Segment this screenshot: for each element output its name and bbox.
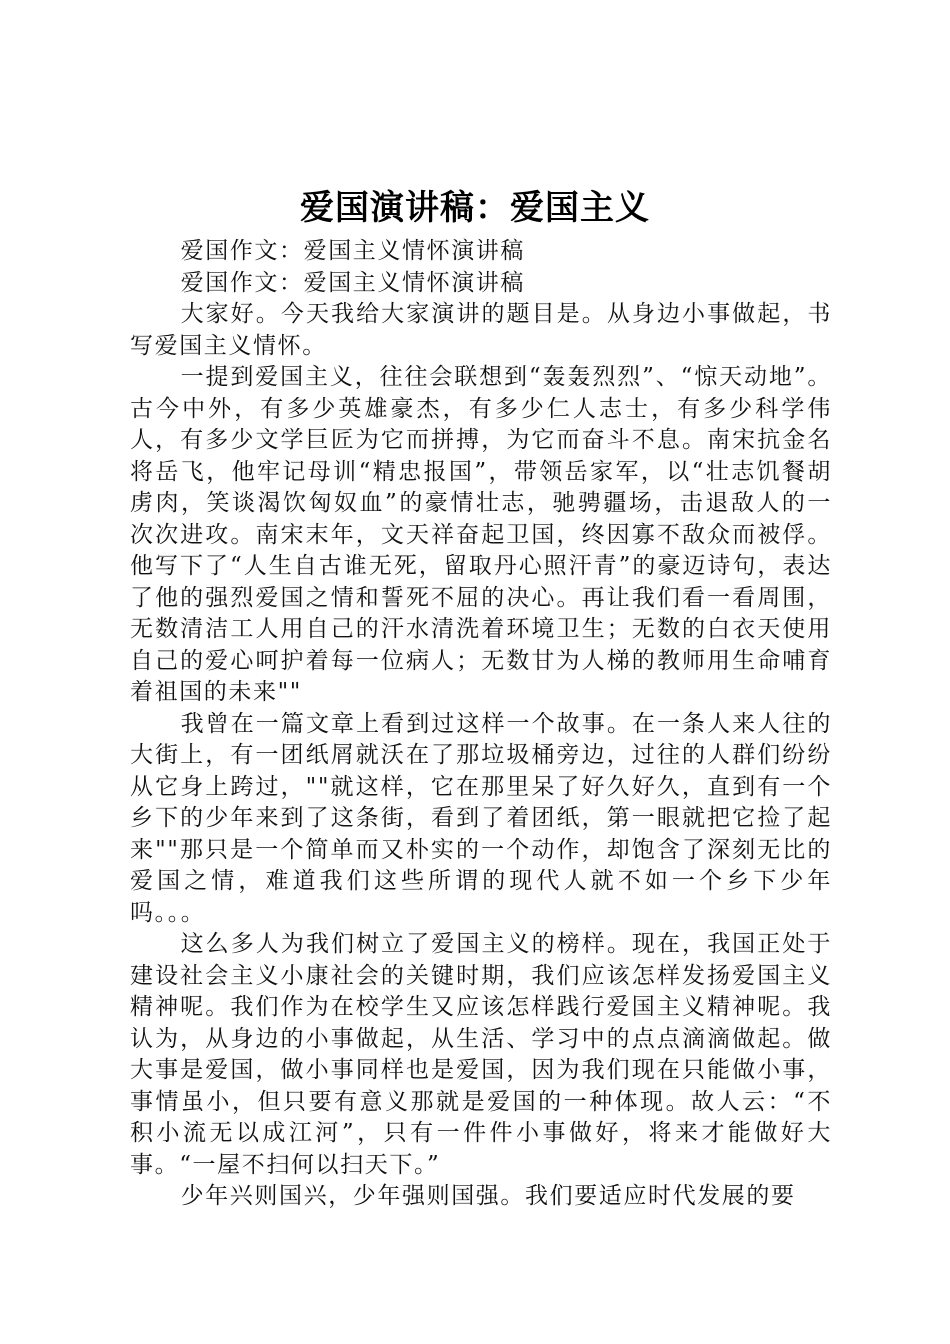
paragraph-2: 爱国作文：爱国主义情怀演讲稿	[180, 269, 525, 296]
paragraph-4: 一提到爱国主义，往往会联想到“轰轰烈烈”、“惊天动地”。古今中外，有多少英雄豪杰，有多少仁人志士，有多少科学伟人，有多少文学巨匠为它而拼搏，为它而奋斗不息。南宋抗金名将岳飞，他牢记母训“精忠报国”，带领岳家军，以“壮志饥餐胡虏肉，笑谈渴饮匈奴血”的豪情壮志，驰骋疆场，击退敌人的一次次进攻。南宋末年，文天祥奋起卫国，终因寡不敌众而被俘。他写下了“人生自古谁无死，留取丹心照汗青”的豪迈诗句，表达了他的强烈爱国之情和誓死不屈的决心。再让我们看一看周围，无数清洁工人用自己的汗水清洗着环境卫生；无数的白衣天使用自己的爱心呵护着每一位病人；无数甘为人梯的教师用生命哺育着祖国的未来""	[130, 364, 832, 705]
paragraph-5: 我曾在一篇文章上看到过这样一个故事。在一条人来人往的大街上，有一团纸屑就沃在了那垃圾桶旁边，过往的人群们纷纷从它身上跨过，""就这样，它在那里呆了好久好久，直到有一个乡下的少年来到了这条街，看到了着团纸，第一眼就把它捡了起来""那只是一个简单而又朴实的一个动作，却饱含了深刻无比的爱国之情，难道我们这些所谓的现代人就不如一个乡下少年吗。。。	[130, 710, 832, 926]
paragraph-3: 大家好。今天我给大家演讲的题目是。从身边小事做起，书写爱国主义情怀。	[130, 301, 832, 359]
document-title: 爱国演讲稿：爱国主义	[300, 188, 650, 228]
paragraph-1: 爱国作文：爱国主义情怀演讲稿	[180, 238, 525, 264]
document-body	[130, 236, 832, 1213]
paragraph-6: 这么多人为我们树立了爱国主义的榜样。现在，我国正处于建设社会主义小康社会的关键时期，我们应该怎样发扬爱国主义精神呢。我们作为在校学生又应该怎样践行爱国主义精神呢。我认为，从身边的小事做起，从生活、学习中的点点滴滴做起。做大事是爱国，做小事同样也是爱国，因为我们现在只能做小事，事情虽小，但只要有意义那就是爱国的一种体现。故人云：“不积小流无以成江河”，只有一件件小事做好，将来才能做好大事。“一屋不扫何以扫天下。”	[130, 931, 832, 1178]
paragraph-7: 少年兴则国兴，少年强则国强。我们要适应时代发展的要	[180, 1183, 796, 1209]
